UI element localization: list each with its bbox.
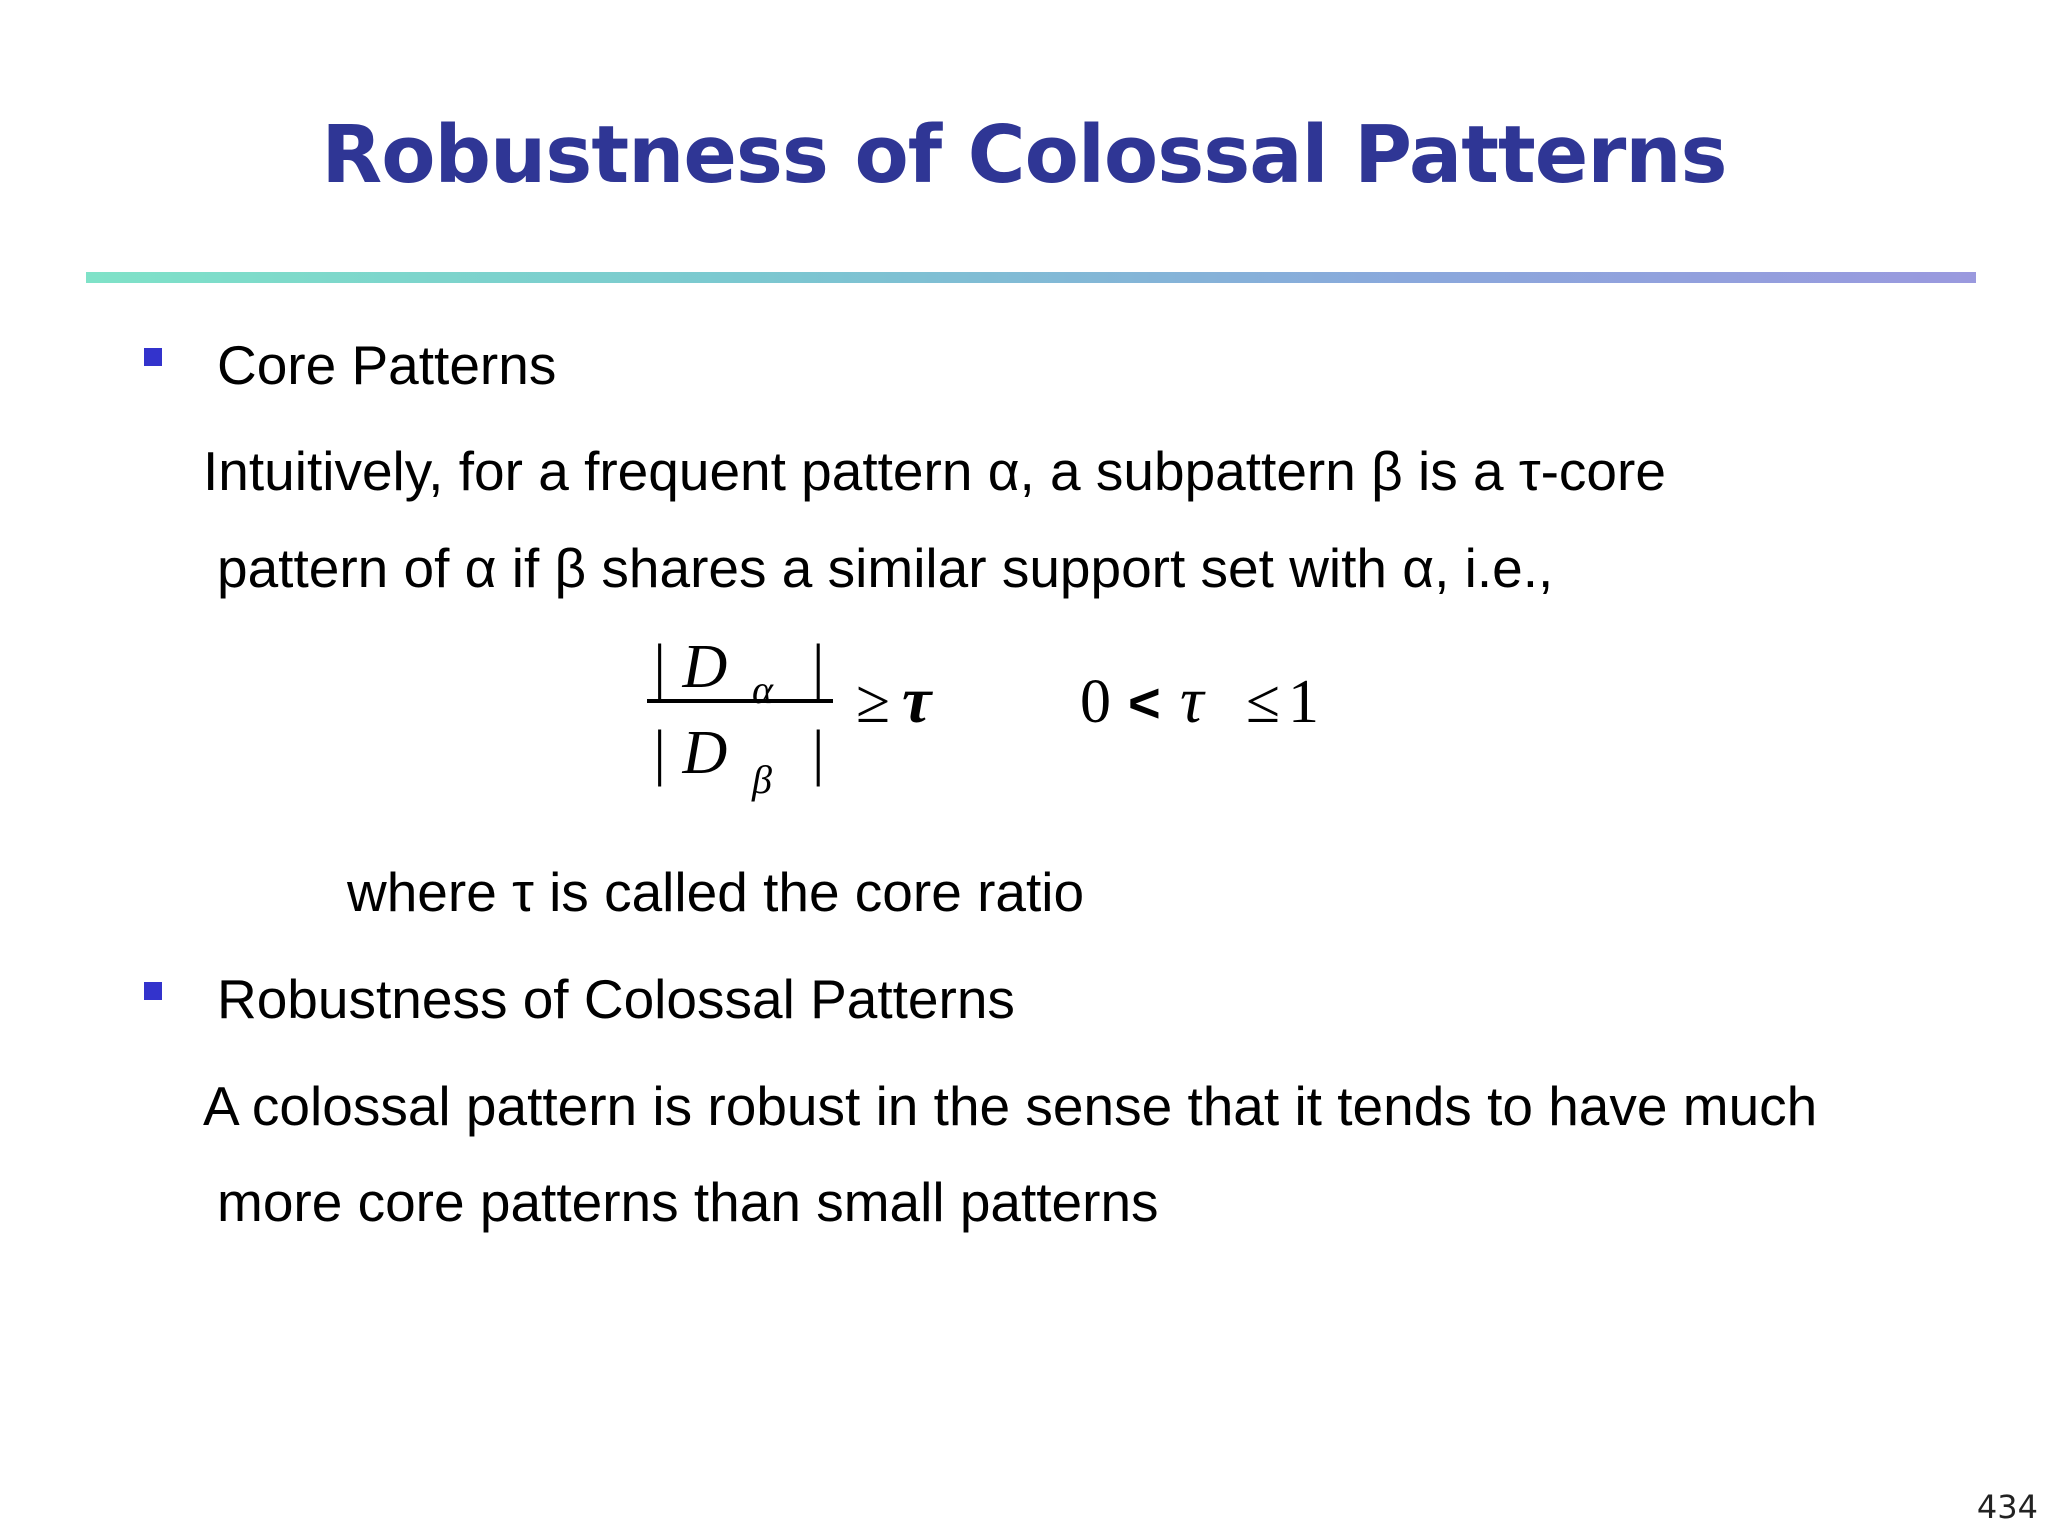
formula-denominator: | D bbox=[650, 719, 728, 787]
formula-geq: ≥ bbox=[856, 668, 891, 736]
core-ratio-formula bbox=[640, 625, 1360, 805]
title-divider bbox=[86, 272, 1976, 283]
formula-tau: τ bbox=[902, 664, 932, 737]
formula-numerator: | D bbox=[650, 633, 728, 701]
range-less-than: < bbox=[1128, 671, 1161, 734]
formula-denominator-subscript: β bbox=[752, 757, 772, 802]
range-tau: τ bbox=[1180, 664, 1204, 737]
body-line: A colossal pattern is robust in the sense that it tends to have much bbox=[203, 1075, 1818, 1137]
formula-svg bbox=[640, 625, 1360, 805]
formula-denominator-close: | bbox=[812, 719, 825, 787]
range-zero: 0 bbox=[1080, 668, 1111, 736]
formula-numerator-subscript: α bbox=[752, 667, 773, 712]
bullet-square-icon bbox=[144, 348, 162, 366]
page-number: 434 bbox=[1976, 1488, 2038, 1526]
range-leq: ≤ bbox=[1246, 668, 1281, 736]
body-line: Intuitively, for a frequent pattern α, a subpattern β is a τ-core bbox=[203, 440, 1666, 502]
section-heading-core-patterns: Core Patterns bbox=[217, 334, 557, 396]
section-heading-robustness: Robustness of Colossal Patterns bbox=[217, 968, 1015, 1030]
slide-title: Robustness of Colossal Patterns bbox=[321, 109, 1727, 201]
bullet-square-icon bbox=[144, 982, 162, 1000]
formula-numerator-close: | bbox=[812, 633, 825, 701]
body-line: more core patterns than small patterns bbox=[217, 1171, 1159, 1233]
body-line: pattern of α if β shares a similar support set with α, i.e., bbox=[217, 537, 1554, 599]
core-ratio-note: where τ is called the core ratio bbox=[347, 861, 1085, 923]
range-one: 1 bbox=[1288, 668, 1319, 736]
